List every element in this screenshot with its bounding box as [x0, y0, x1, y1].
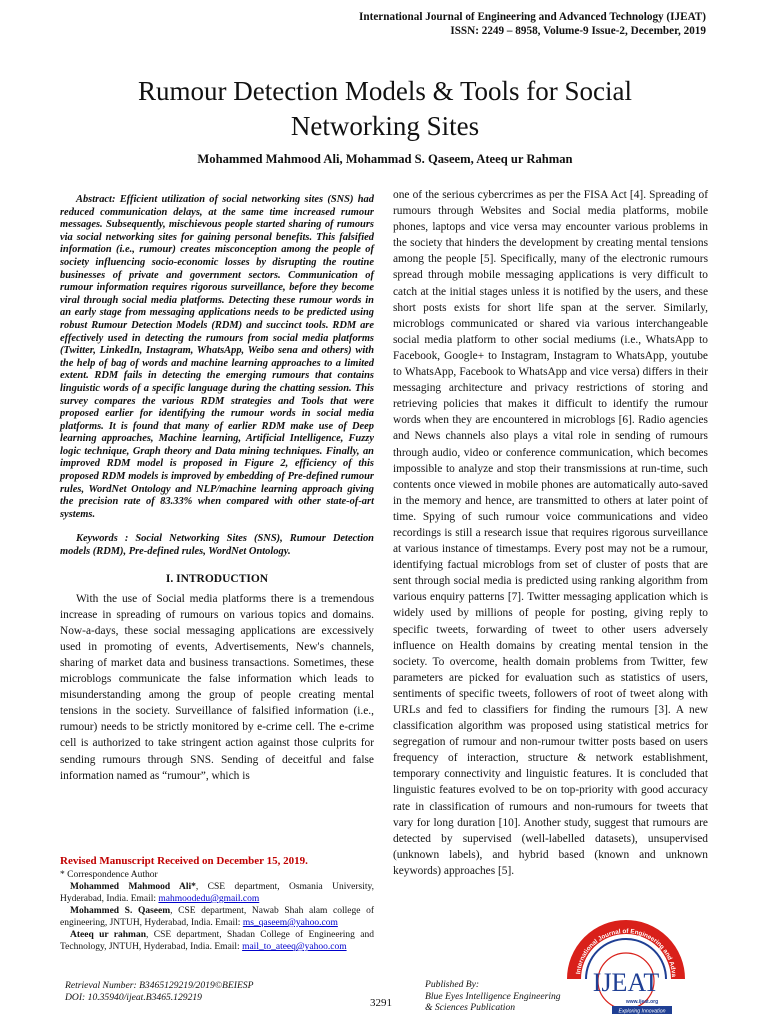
author-name: Mohammed S. Qaseem — [70, 906, 171, 916]
footnotes — [60, 855, 374, 953]
introduction-paragraph-left: With the use of Social media platforms there is a tremendous increase in spreading of rumours on various topics and domains. Now-a-days, these social messaging applications are excessively used in promoting of events, Advertisements, New's channels, sharing of market data and business transactions. Sometimes, these microblogs communicate the false information which leads to misunderstanding among the group of people creating mental tensions in the society. Surveillance of falsified information (i.e., rumour) needs to be strictly monitored by e-crime cell. The e-crime cell is authorized to take stringent action against those culprits for sending rumours through SNS. Sending of deceitful and false information named as “rumour”, which is — [60, 592, 374, 782]
doi: DOI: 10.35940/ijeat.B3465.129219 — [65, 992, 202, 1003]
correspondence-note: * Correspondence Author — [60, 870, 158, 880]
logo-site: www.ijeat.org — [625, 999, 659, 1005]
published-by-label: Published By: — [425, 979, 480, 990]
title-line-2: Networking Sites — [290, 111, 480, 141]
logo-arc-text: International Journal of Engineering and Adva — [575, 927, 678, 978]
author-email-link[interactable]: mahmoodedu@gmail.com — [158, 894, 260, 904]
author-affiliation-3 — [60, 929, 374, 953]
author-affiliation-1 — [60, 881, 374, 905]
journal-issn: ISSN: 2249 – 8958, Volume-9 Issue-2, December, 2019 — [450, 25, 706, 37]
right-column — [393, 187, 708, 879]
author-affiliation-2 — [60, 905, 374, 929]
revised-manuscript-note: Revised Manuscript Received on December 15, 2019. — [60, 855, 308, 867]
journal-name: International Journal of Engineering and Advanced Technology (IJEAT) — [359, 11, 706, 23]
retrieval-number: Retrieval Number: B3465129219/2019©BEIESP — [65, 980, 254, 991]
affiliation-text: , CSE department, Osmania University, Hyderabad, India. Email: — [60, 882, 375, 904]
introduction-paragraph-right: one of the serious cybercrimes as per the FISA Act [4]. Spreading of rumours through Websites and Social media platforms, mobile phones, laptops and vice versa may encounter various problems in the society that hinders the development by creating mental tensions among the people [5]. Specifically, many of the electronic rumours spread through mobile messaging applications is very difficult to catch at the initial stages unless it is notified by the users, and these short posts exists for short life span at the server. Similarly, microblogs communicated or shared via various interchangeable social media platform to other social mediums (i.e., WhatsApp to Facebook, Google+ to Instagram, Instagram to WhatsApp, youtube to WhatsApp, Facebook to WhatsApp and vice versa) differs in their messaging architecture and privacy restrictions of storing and retrieving policies that makes it difficult to identify the rumour words when they are encountered in microblogs [6]. Radio agencies and News channels also plays a vital role in sending of rumours through audio, video or conference communication, which becomes impossible to analyze and stop their transmissions at run-time, such contents once viewed in mobile phones are automatically auto-saved in the memory and hence, are transmitted to others at later point of time. Spying of such rumour voice communications and video recordings is still a research issue that requires rigorous surveillance at various instance of timestamps. Every post may not be a rumour, identifying factual microblogs from set of cluster of posts that are sent through social media is predicted using ranking algorithm from various enquiry patterns [7]. Twitter messaging application which is widely used by millions of people for posting, giving reply to specific tweets, forwarding of tweet to other users adversely influence on Health domains by creating mental tension in the society. To overcome, health domain problems from Twitter, few parameters are picked for evaluation such as statistics of users, sentiments of specific tweets, followers of root of tweet along with URLs and fed to classifiers for finding the rumours [3]. A new classification algorithm was proposed using statistical metrics for segregation of rumour and non-rumour twitter posts based on users frequency of interaction, structure & network establishment, temporary connectivity and linguistic features. It is concluded that linguistic features evolved to be on top-priority with good accuracy rate in classification of rumours and non-rumours for tweets that vary for long duration [10]. Another study, suggest that rumours are detected by supervised (well-labelled datasets), unsupervised (unknown labels), and hybrid based (known and unknown keywords) approaches [5]. — [393, 189, 708, 877]
author-name: Ateeq ur rahman — [70, 930, 146, 940]
publisher-line-2: & Sciences Publication — [425, 1002, 516, 1013]
logo-name: IJEAT — [592, 968, 660, 997]
author-email-link[interactable]: mail_to_ateeq@yahoo.com — [242, 942, 347, 952]
footer-identifiers — [65, 980, 253, 1004]
affiliation-text: , CSE department, Nawab Shah alam college of engineering, JNTUH, Hyderabad, India. Email: — [60, 906, 374, 928]
left-column — [60, 194, 374, 784]
section-heading-introduction: I. INTRODUCTION — [165, 572, 269, 585]
ijeat-logo-icon — [566, 915, 716, 1015]
keywords: Keywords : Social Networking Sites (SNS), Rumour Detection models (RDM), Pre-defined rules, WordNet Ontology. — [60, 533, 374, 558]
page-number: 3291 — [370, 997, 392, 1009]
publisher-info — [425, 979, 561, 1014]
title-line-1: Rumour Detection Models & Tools for Social — [137, 76, 633, 106]
publisher-line-1: Blue Eyes Intelligence Engineering — [425, 990, 561, 1002]
journal-header — [359, 10, 706, 38]
paper-title — [60, 74, 710, 144]
author-list: Mohammed Mahmood Ali, Mohammad S. Qaseem, Ateeq ur Rahman — [197, 152, 573, 166]
author-name: Mohammed Mahmood Ali* — [70, 882, 196, 892]
abstract: Abstract: Efficient utilization of social networking sites (SNS) had reduced communication delays, at the same time increased rumour messages. Subsequently, mischievous people started sharing of rumours via social networking sites for gaining personal benefits. This falsified information (i.e., rumour) creates misconception among the people of society influencing socio-economic losses by disrupting the routine businesses of private and government sectors. Communication of rumour information requires rigorous surveillance, before they become viral through social media platforms. Detecting these rumour words in an early stage from messaging applications needs to be predicted using robust Rumour Detection Models (RDM) and succinct tools. RDM are effectively used in detecting the rumours from social media platforms (Twitter, LinkedIn, Instagram, WhatsApp, Weibo sena and others) with the help of bag of words and machine learning approaches to a limited extent. RDM fails in detecting the emerging rumours that contains linguistic words of a specific language during the chatting session. This survey compares the various RDM strategies and Tools that were proposed earlier for identifying the rumour words in social media platforms. It is found that many of earlier RDM make use of Deep learning approaches, Machine learning, Artificial Intelligence, Fuzzy logic technique, Graph theory and Data mining techniques. Finally, an improved RDM model is proposed in Figure 2, efficiency of this proposed RDM models is improved by embedding of Pre-defined rumour rules, WordNet Ontology and NLP/machine learning approach giving the precision rate of 83.33% when compared with other state-of-art systems. — [60, 194, 374, 520]
logo-tagline: Exploring Innovation — [618, 1008, 666, 1015]
author-email-link[interactable]: ms_qaseem@yahoo.com — [242, 918, 338, 928]
affiliation-text: , CSE department, Shadan College of Engineering and Technology, JNTUH, Hyderabad, India. Email: — [60, 930, 374, 952]
